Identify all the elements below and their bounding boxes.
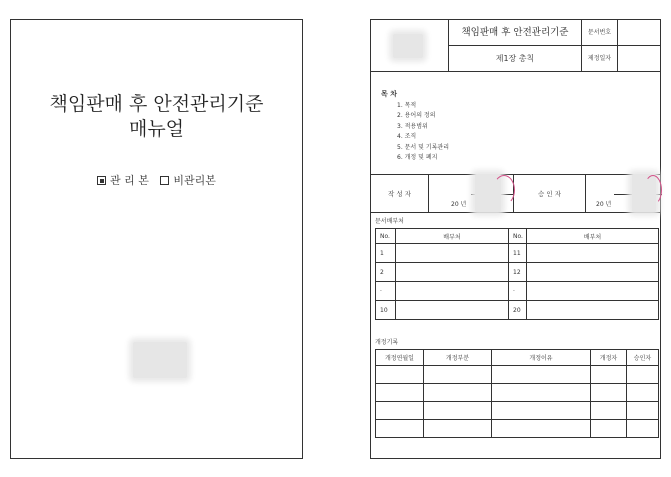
table-header-row	[376, 229, 659, 244]
option-managed[interactable]	[97, 172, 149, 188]
form-page	[370, 19, 661, 459]
toc-item: 4. 조직	[397, 133, 417, 141]
cell	[376, 402, 424, 420]
checkbox-checked-icon[interactable]	[97, 176, 106, 185]
col-header: 승인자	[627, 350, 659, 366]
author-date: 20 년	[451, 201, 467, 208]
table-row	[376, 282, 659, 301]
approver-sign-cell	[586, 175, 662, 213]
cell	[492, 420, 591, 438]
cell	[492, 384, 591, 402]
stamp-mark	[644, 175, 662, 205]
cell	[591, 420, 627, 438]
toc-item: 2. 용어의 정의	[397, 112, 436, 120]
cover-title-line1: 책임판매 후 안전관리기준	[49, 93, 264, 115]
col-header: 개정이유	[492, 350, 591, 366]
enact-date-label: 제정일자	[582, 46, 618, 72]
toc-list	[397, 101, 449, 163]
toc-item: 3. 적용범위	[397, 122, 428, 130]
dest-cell	[527, 263, 659, 282]
table-row	[376, 301, 659, 320]
dest-cell	[527, 282, 659, 301]
table-of-contents	[371, 72, 660, 175]
distribution-label: 문서배부처	[375, 218, 404, 225]
col-dest-header: 배부처	[396, 229, 509, 244]
form-header	[371, 20, 660, 72]
cell	[376, 384, 424, 402]
cell	[492, 366, 591, 384]
table-header-row	[376, 350, 659, 366]
cell	[627, 366, 659, 384]
table-row	[376, 384, 659, 402]
doc-number-value	[618, 20, 660, 46]
row-no: ·	[509, 282, 527, 301]
cell	[591, 402, 627, 420]
cell	[591, 384, 627, 402]
cell	[424, 384, 492, 402]
revision-label: 개정기록	[375, 339, 399, 346]
toc-heading: 목 차	[381, 90, 397, 98]
row-no: 11	[509, 244, 527, 263]
chapter-title: 제1장 총칙	[449, 46, 582, 72]
author-label: 작 성 자	[371, 175, 429, 213]
checkbox-unchecked-icon[interactable]	[160, 176, 169, 185]
option-unmanaged[interactable]	[160, 172, 216, 188]
dest-cell	[396, 282, 509, 301]
table-row	[376, 420, 659, 438]
col-no-header: No.	[509, 229, 527, 244]
redacted-logo	[393, 34, 423, 58]
stamp-mark	[493, 175, 515, 205]
cell	[424, 402, 492, 420]
col-header: 개정부분	[424, 350, 492, 366]
table-row	[376, 263, 659, 282]
cover-page	[10, 19, 303, 459]
table-row	[376, 402, 659, 420]
revision-table	[375, 349, 659, 438]
table-row	[376, 244, 659, 263]
toc-item: 5. 문서 및 기록관리	[397, 143, 450, 151]
form-title: 책임판매 후 안전관리기준	[449, 20, 582, 46]
cell	[591, 366, 627, 384]
signature-row	[371, 175, 660, 213]
cover-title	[11, 92, 302, 142]
dest-cell	[527, 244, 659, 263]
col-header: 개정연월일	[376, 350, 424, 366]
copy-type-options	[11, 172, 302, 188]
row-no: 2	[376, 263, 396, 282]
option-unmanaged-label: 비관리본	[173, 174, 216, 187]
company-logo-cell	[371, 20, 449, 72]
dest-cell	[527, 301, 659, 320]
cover-title-line2: 매뉴얼	[128, 118, 185, 140]
cell	[492, 402, 591, 420]
cell	[627, 402, 659, 420]
cell	[424, 420, 492, 438]
approver-date: 20 년	[596, 201, 612, 208]
doc-number-label: 문서번호	[582, 20, 618, 46]
row-no: ·	[376, 282, 396, 301]
col-header: 개정자	[591, 350, 627, 366]
toc-item: 6. 개정 및 폐지	[397, 154, 438, 162]
redacted-logo	[133, 342, 187, 378]
cell	[627, 420, 659, 438]
table-row	[376, 366, 659, 384]
option-managed-label: 관 리 본	[110, 174, 149, 187]
dest-cell	[396, 244, 509, 263]
row-no: 20	[509, 301, 527, 320]
row-no: 10	[376, 301, 396, 320]
cell	[627, 384, 659, 402]
toc-item: 1. 목적	[397, 102, 417, 109]
col-dest-header: 배부처	[527, 229, 659, 244]
approver-label: 승 인 자	[514, 175, 586, 213]
distribution-table	[375, 228, 659, 320]
cell	[424, 366, 492, 384]
row-no: 1	[376, 244, 396, 263]
row-no: 12	[509, 263, 527, 282]
cell	[376, 420, 424, 438]
dest-cell	[396, 263, 509, 282]
col-no-header: No.	[376, 229, 396, 244]
cell	[376, 366, 424, 384]
author-sign-cell	[429, 175, 514, 213]
dest-cell	[396, 301, 509, 320]
